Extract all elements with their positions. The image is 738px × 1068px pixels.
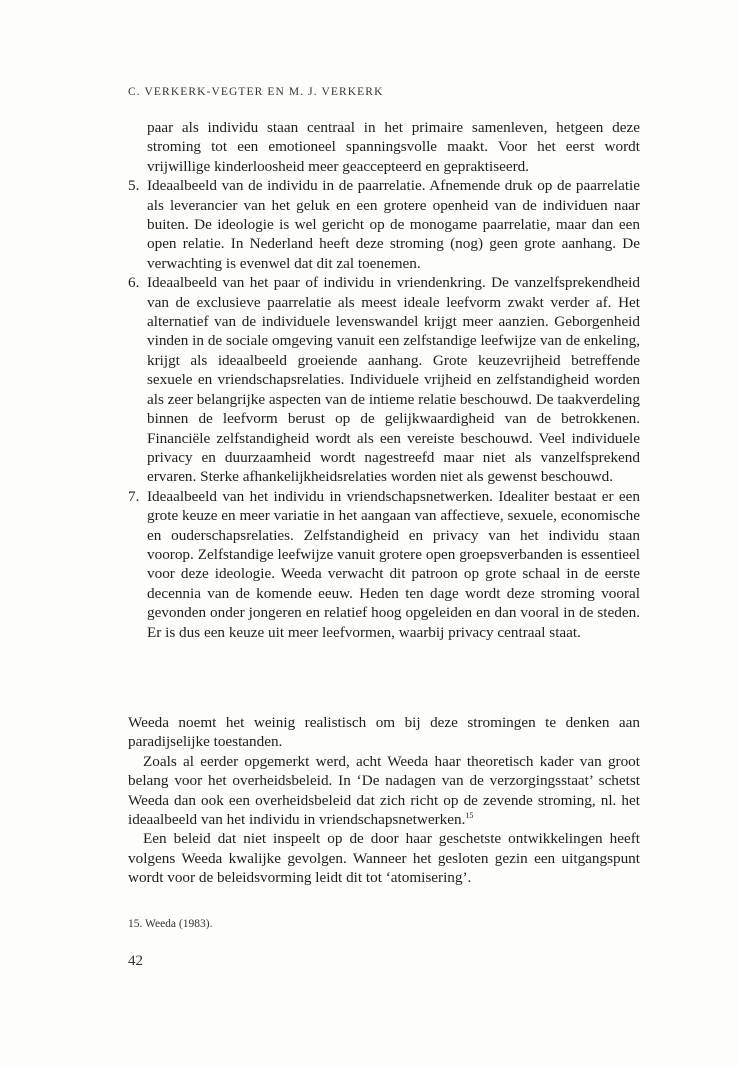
running-head: C. VERKERK-VEGTER EN M. J. VERKERK: [128, 86, 384, 98]
enumerated-list: [128, 118, 640, 642]
paragraph: [128, 752, 640, 830]
list-item-5: [128, 176, 640, 273]
list-item-text: Ideaalbeeld van het individu in vriendschapsnetwerken. Idealiter bestaat er een grote keuze en meer variatie in het aangaan van affectieve, sexuele, economische en ouderschapsrelaties. Zelfstandigheid en privacy van het individu staan voorop. Zelfstandige leefwijze vanuit grotere open groepsverbanden is essentieel voor deze ideologie. Weeda verwacht dit patroon op grote schaal in de eerste decennia van de komende eeuw. Heden ten dage wordt deze stroming vooral gevonden onder jongeren en relatief hoog opgeleiden en dan vooral in de steden. Er is dus een keuze uit meer leefvormen, waarbij privacy centraal staat.: [147, 487, 640, 641]
list-item-number: 7.: [128, 487, 140, 505]
list-item-7: [128, 487, 640, 642]
list-item-text: Ideaalbeeld van het paar of individu in vriendenkring. De vanzelfsprekendheid van de exclusieve paarrelatie als meest ideale leefvorm zwakt verder af. Het alternatief van de individuele levenswandel krijgt meer aanzien. Geborgenheid vinden in de sociale omgeving vanuit een zelfstandige leefwijze van de enkeling, krijgt als ideaalbeeld groeiende aanhang. Grote keuzevrijheid betreffende sexuele en vriendschapsrelaties. Individuele vrijheid en zelfstandigheid worden als zeer belangrijke aspecten van de intieme relatie beschouwd. De taakverdeling binnen de leefvorm berust op de gelijkwaardigheid van de betrokkenen. Financiële zelfstandigheid wordt als een vereiste beschouwd. Veel individuele privacy en duurzaamheid wordt nagestreefd maar niet als vanzelfsprekend ervaren. Sterke afhankelijkheidsrelaties worden niet als gewenst beschouwd.: [147, 274, 640, 486]
paragraph-text: Zoals al eerder opgemerkt werd, acht Weeda haar theoretisch kader van groot belang voor het overheidsbeleid. In ‘De nadagen van de verzorgingsstaat’ schetst Weeda dan ook een overheidsbeleid dat zich richt op de zevende stroming, nl. het ideaalbeeld van het individu in vriendschapsnetwerken.: [128, 752, 640, 829]
paragraph: Een beleid dat niet inspeelt op de door haar geschetste ontwikkelingen heeft volgens Weeda kwalijke gevolgen. Wanneer het gesloten gezin een uitgangspunt wordt voor de beleidsvorming leidt dit tot ‘atomisering’.: [128, 830, 640, 887]
body-text: [128, 713, 640, 888]
list-continuation: paar als individu staan centraal in het primaire samenleven, hetgeen deze stroming tot een emotioneel spanningsvolle maakt. Voor het eerst wordt vrijwillige kinderloosheid meer geaccepteerd en gepraktiseerd.: [147, 119, 640, 175]
footnote-reference: 15: [465, 810, 474, 820]
list-item-6: [128, 273, 640, 486]
page-number: 42: [128, 953, 143, 969]
list-item-number: 5.: [128, 177, 140, 195]
list-item-text: Ideaalbeeld van de individu in de paarrelatie. Afnemende druk op de paarrelatie als leverancier van het geluk en een grotere openheid van de individuen naar buiten. De ideologie is wel gericht op de monogame paarrelatie, maar dan een open relatie. In Nederland heeft deze stroming (nog) geen grote aanhang. De verwachting is evenwel dat dit zal toenemen.: [147, 177, 640, 272]
footnote: 15. Weeda (1983).: [128, 918, 213, 930]
list-item-number: 6.: [128, 274, 140, 292]
paragraph: Weeda noemt het weinig realistisch om bij deze stromingen te denken aan paradijselijke toestanden.: [128, 714, 640, 751]
